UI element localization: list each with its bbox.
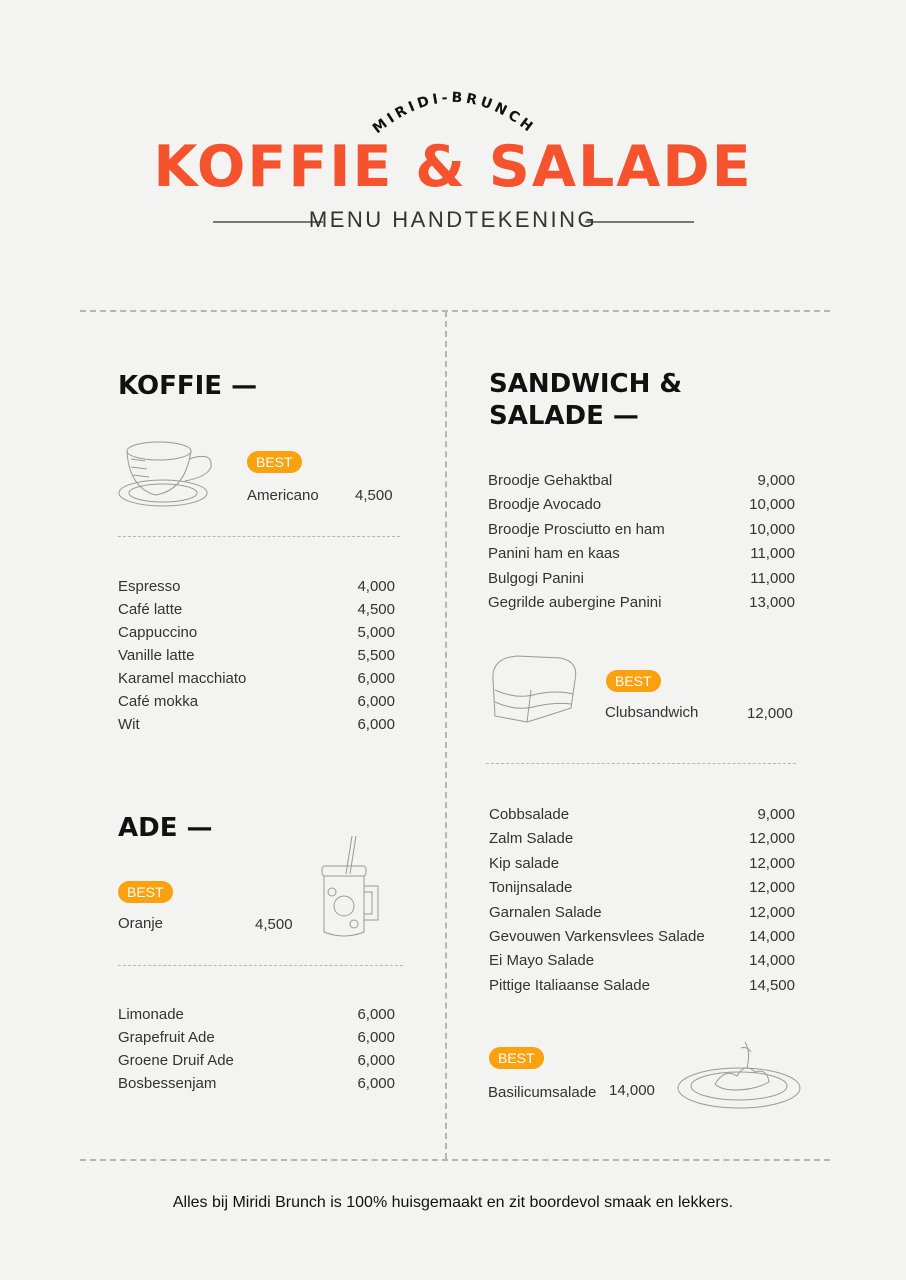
menu-item: Broodje Avocado 10,000 (488, 496, 795, 514)
best-item-price: 4,500 (255, 916, 293, 933)
menu-item: Groene Druif Ade 6,000 (118, 1052, 395, 1069)
menu-item: Broodje Gehaktbal 9,000 (488, 472, 795, 489)
menu-item: Zalm Salade 12,000 (489, 830, 795, 848)
juice-jar-icon (316, 832, 384, 942)
best-badge: BEST (118, 881, 173, 903)
best-badge: BEST (489, 1047, 544, 1069)
best-item-price: 14,000 (609, 1082, 655, 1099)
menu-item: Tonijnsalade 12,000 (489, 879, 795, 897)
page-title: KOFFIE & SALADE (153, 134, 753, 200)
subtitle: MENU HANDTEKENING (308, 207, 598, 232)
heading-line: SALADE — (489, 401, 639, 431)
best-badge: BEST (606, 670, 661, 692)
section-heading-ade: ADE — (118, 813, 213, 843)
ade-list (118, 1003, 395, 1095)
menu-item: Limonade 6,000 (118, 1006, 395, 1023)
menu-item: Garnalen Salade 12,000 (489, 903, 795, 921)
divider (486, 763, 796, 764)
menu-item: Panini ham en kaas 11,000 (488, 545, 795, 563)
menu-item: Cappuccino 5,000 (118, 624, 395, 641)
best-item-name: Basilicumsalade (488, 1084, 597, 1101)
section-heading-koffie: KOFFIE — (118, 371, 258, 401)
sandwich-icon (487, 650, 583, 734)
menu-item: Café latte 4,500 (118, 601, 395, 618)
menu-item: Cobbsalade 9,000 (489, 806, 795, 823)
coffee-cup-icon (115, 437, 217, 511)
best-item-price: 4,500 (355, 487, 393, 504)
sandwich-list (488, 469, 795, 615)
heading-line: SANDWICH & (489, 369, 683, 399)
koffie-list (118, 575, 395, 736)
divider (80, 1159, 830, 1161)
menu-item: Pittige Italiaanse Salade 14,500 (489, 976, 795, 994)
menu-item: Vanille latte 5,500 (118, 647, 395, 664)
menu-item: Grapefruit Ade 6,000 (118, 1029, 395, 1046)
best-item-name: Americano (247, 487, 319, 504)
menu-item: Kip salade 12,000 (489, 854, 795, 872)
best-badge: BEST (247, 451, 302, 473)
menu-item: Café mokka 6,000 (118, 693, 395, 710)
footer-note: Alles bij Miridi Brunch is 100% huisgemaakt en zit boordevol smaak en lekkers. (172, 1194, 734, 1211)
menu-item: Gevouwen Varkensvlees Salade 14,000 (489, 927, 795, 945)
section-heading-sandwich-salade (489, 368, 682, 432)
best-item-price: 12,000 (747, 705, 793, 722)
menu-item: Bosbessenjam 6,000 (118, 1075, 395, 1092)
menu-item: Broodje Prosciutto en ham 10,000 (488, 520, 795, 538)
menu-item: Gegrilde aubergine Panini 13,000 (488, 593, 795, 611)
best-item-name: Oranje (118, 915, 164, 932)
menu-item: Ei Mayo Salade 14,000 (489, 952, 795, 970)
divider (80, 310, 830, 312)
menu-item: Karamel macchiato 6,000 (118, 670, 395, 687)
menu-item: Wit 6,000 (118, 716, 395, 733)
divider (118, 965, 403, 966)
menu-item: Bulgogi Panini 11,000 (488, 569, 795, 587)
column-divider (445, 311, 447, 1159)
svg-text:MIRIDI-BRUNCH: MIRIDI-BRUNCH (369, 89, 539, 138)
salad-list (489, 803, 795, 998)
best-item-name: Clubsandwich (605, 704, 699, 721)
salad-plate-icon (675, 1038, 803, 1114)
menu-item: Espresso 4,000 (118, 578, 395, 595)
divider (118, 536, 400, 537)
